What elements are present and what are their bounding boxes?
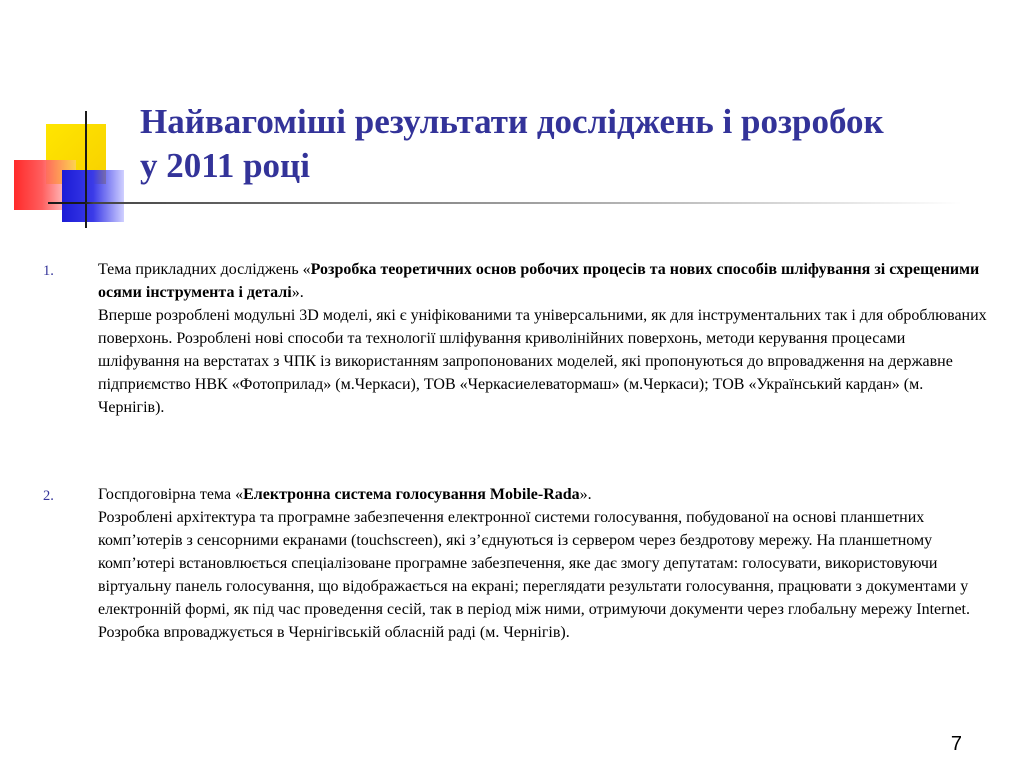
topic-suffix: ». bbox=[579, 486, 592, 503]
topic-title: Розробка теоретичних основ робочих процесів та нових способів шліфування зі схрещеними осями інструмента і деталі bbox=[98, 261, 980, 301]
list-item-content bbox=[98, 258, 988, 419]
decorative-blue-block bbox=[62, 170, 124, 222]
slide-title-line-1: Найвагоміші результати досліджень і розробок bbox=[140, 102, 884, 141]
list-item-topic bbox=[98, 483, 988, 506]
title-underline-divider bbox=[48, 202, 962, 204]
slide-title-line-2: у 2011 році bbox=[140, 146, 310, 185]
slide-title bbox=[140, 100, 1000, 188]
topic-title: Електронна система голосування Mobile-Rada bbox=[243, 486, 580, 503]
list-item-description: Вперше розроблені модульні 3D моделі, які є уніфікованими та універсальними, як для інструментальних так і для оброблюваних поверхонь. Розроблені нові способи та технології шліфування криволінійних поверхонь, методи керування процесами шліфування на верстатах з ЧПК із використанням запропонованих моделей, які пропонуються до впровадження на державне підприємство НВК «Фотоприлад» (м.Черкаси), ТОВ «Черкасиелеватормаш» (м.Черкаси); ТОВ «Український кардан» (м. Чернігів). bbox=[98, 307, 987, 416]
decorative-vertical-line bbox=[85, 111, 87, 228]
topic-prefix: Госпдоговірна тема « bbox=[98, 486, 244, 503]
list-item-description: Розроблені архітектура та програмне забезпечення електронної системи голосування, побудованої на основі планшетних комп’ютерів з сенсорними екранами (touchscreen), які з’єднуються із сервером через бездротову мережу. На планшетному комп’ютері встановлюється спеціалізоване програмне забезпечення, яке дає змогу депутатам: голосувати, використовуючи віртуальну панель голосування, що відображається на екрані; переглядати результати голосування, працювати з документами у електронній формі, як під час проведення сесій, так в період між ними, отримуючи документи через глобальну мережу Internet. Розробка впроваджується в Чернігівській обласній раді (м. Чернігів). bbox=[98, 509, 970, 641]
list-item-content bbox=[98, 483, 988, 644]
list-item-number: 2. bbox=[43, 488, 54, 504]
topic-prefix: Тема прикладних досліджень « bbox=[98, 261, 311, 278]
list-item-number: 1. bbox=[43, 263, 54, 279]
list-item-topic bbox=[98, 258, 988, 304]
page-number: 7 bbox=[950, 733, 962, 755]
topic-suffix: ». bbox=[291, 284, 304, 301]
